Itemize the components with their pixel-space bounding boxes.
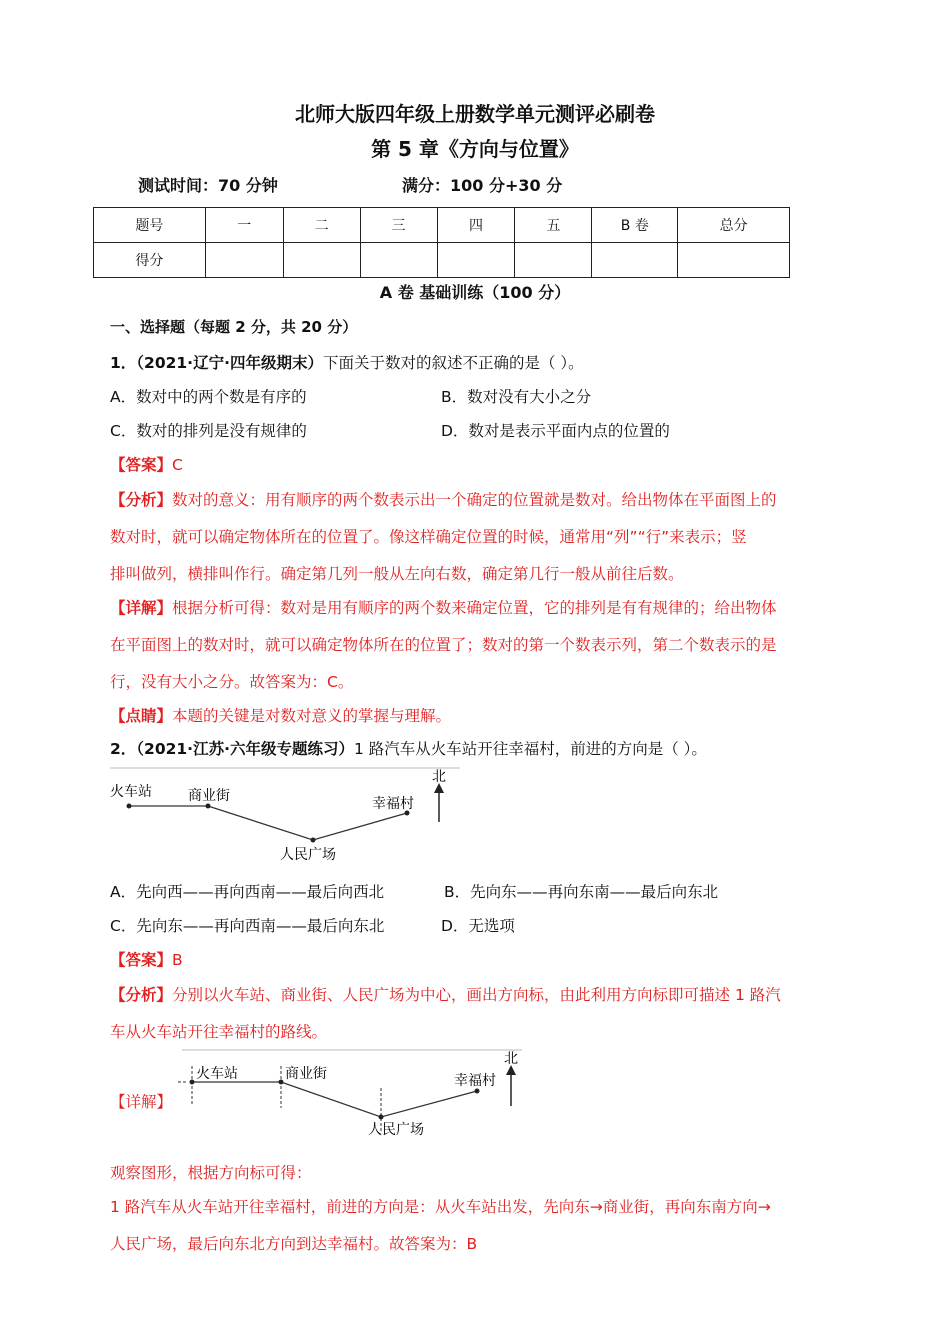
answer-tag: 【答案】 — [110, 951, 173, 969]
section-a-heading: A 卷 基础训练（100 分） — [379, 283, 571, 302]
q1-option-c: C．数对的排列是没有规律的 — [110, 422, 307, 440]
q2-option-d: D．无选项 — [441, 917, 515, 935]
score-header-cell: 四 — [437, 208, 515, 243]
route-line — [192, 1082, 477, 1117]
q1-answer-value: C — [172, 456, 183, 474]
q1-source: （2021·辽宁·四年级期末） — [136, 354, 323, 372]
score-header-cell: 一 — [205, 208, 283, 243]
route-map — [100, 765, 460, 865]
north-label: 北 — [504, 1051, 518, 1067]
q1-comment — [110, 704, 451, 726]
score-header-cell: 总分 — [678, 208, 790, 243]
plaza-dot — [379, 1115, 384, 1120]
score-input-cell[interactable] — [283, 243, 360, 278]
answer-tag: 【答案】 — [110, 456, 173, 474]
q1-analysis-line-3: 排叫做列，横排叫作行。确定第几列一般从左向右数，确定第几行一般从前往后数。 — [110, 565, 684, 583]
score-table — [93, 207, 790, 278]
score-input-cell[interactable] — [592, 243, 678, 278]
route-line — [129, 806, 407, 840]
q1-detail-line-1 — [110, 596, 777, 618]
q2-number: 2． — [110, 740, 137, 758]
score-header-cell: 三 — [360, 208, 437, 243]
page-title: 北师大版四年级上册数学单元测评必刷卷 — [295, 102, 655, 126]
score-input-cell[interactable] — [437, 243, 515, 278]
street-dot — [279, 1080, 284, 1085]
q1-analysis-line-2: 数对时，就可以确定物体所在的位置了。像这样确定位置的时候，通常用“列”“行”来表示；竖 — [110, 528, 747, 546]
village-dot — [475, 1089, 480, 1094]
score-header-cell: 五 — [515, 208, 592, 243]
comment-tag: 【点睛】 — [110, 707, 173, 725]
route-map-detail — [170, 1048, 530, 1143]
plaza-label: 人民广场 — [280, 847, 336, 863]
plaza-dot — [311, 838, 316, 843]
q2-detail-tag: 【详解】 — [110, 1093, 173, 1111]
score-header-cell: B 卷 — [592, 208, 678, 243]
street-label: 商业街 — [285, 1066, 327, 1082]
score-input-cell[interactable] — [360, 243, 437, 278]
q1-detail-text-1: 根据分析可得：数对是用有顺序的两个数来确定位置，它的排列是有有规律的；给出物体 — [172, 599, 777, 617]
detail-tag: 【详解】 — [110, 599, 173, 617]
q2-option-b: B．先向东——再向东南——最后向东北 — [444, 883, 719, 901]
q2-answer-value: B — [172, 951, 183, 969]
village-label: 幸福村 — [372, 796, 414, 812]
q1-analysis-text-1: 数对的意义：用有顺序的两个数表示出一个确定的位置就是数对。给出物体在平面图上的 — [172, 491, 777, 509]
score-input-cell[interactable] — [205, 243, 283, 278]
q2-observe: 观察图形，根据方向标可得： — [110, 1164, 312, 1182]
q1-comment-text: 本题的关键是对数对意义的掌握与理解。 — [172, 707, 452, 725]
station-label: 火车站 — [196, 1066, 238, 1082]
station-label: 火车站 — [110, 784, 152, 800]
q2-answer — [110, 948, 183, 970]
chapter-title: 第 5 章《方向与位置》 — [371, 137, 579, 161]
street-label: 商业街 — [188, 788, 230, 804]
analysis-tag: 【分析】 — [110, 986, 173, 1004]
q2-option-c: C．先向东——再向西南——最后向东北 — [110, 917, 385, 935]
score-input-cell[interactable] — [678, 243, 790, 278]
village-label: 幸福村 — [454, 1073, 496, 1089]
q2-analysis-line-2: 车从火车站开往幸福村的路线。 — [110, 1023, 328, 1041]
q2-analysis-line-1 — [110, 983, 781, 1005]
score-header-cell: 二 — [283, 208, 360, 243]
q1-option-b: B．数对没有大小之分 — [441, 388, 592, 406]
q2-source: （2021·江苏·六年级专题练习） — [136, 740, 354, 758]
plaza-label: 人民广场 — [368, 1122, 424, 1138]
q2-text: 1 路汽车从火车站开往幸福村，前进的方向是（ ）。 — [353, 740, 707, 758]
score-input-cell[interactable] — [515, 243, 592, 278]
q2-conclusion-line-2: 人民广场，最后向东北方向到达幸福村。故答案为：B — [110, 1235, 478, 1253]
street-dot — [206, 804, 211, 809]
station-dot — [127, 804, 132, 809]
q1-option-d: D．数对是表示平面内点的位置的 — [441, 422, 670, 440]
analysis-tag: 【分析】 — [110, 491, 173, 509]
q1-detail-line-2: 在平面图上的数对时，就可以确定物体所在的位置了；数对的第一个数表示列，第二个数表示的是 — [110, 636, 777, 654]
score-header-cell: 题号 — [94, 208, 206, 243]
station-dot — [190, 1080, 195, 1085]
full-score: 满分：100 分+30 分 — [402, 176, 563, 195]
north-label: 北 — [432, 769, 446, 785]
q1-text: 下面关于数对的叙述不正确的是（ ）。 — [322, 354, 584, 372]
test-time: 测试时间：70 分钟 — [138, 176, 278, 195]
part1-heading: 一、选择题（每题 2 分，共 20 分） — [110, 318, 358, 336]
q1-analysis-line-1 — [110, 488, 777, 510]
q2-conclusion-line-1: 1 路汽车从火车站开往幸福村，前进的方向是：从火车站出发，先向东→商业街，再向东南方向→ — [110, 1198, 771, 1216]
q1-detail-line-3: 行，没有大小之分。故答案为：C。 — [110, 673, 354, 691]
q1-answer — [110, 453, 183, 475]
score-row-label: 得分 — [94, 243, 206, 278]
question-2 — [110, 737, 707, 759]
q2-analysis-text-1: 分别以火车站、商业街、人民广场为中心，画出方向标，由此利用方向标即可描述 1 路汽 — [172, 986, 781, 1004]
q1-number: 1． — [110, 354, 137, 372]
question-1 — [110, 351, 584, 373]
q1-option-a: A．数对中的两个数是有序的 — [110, 388, 307, 406]
q2-option-a: A．先向西——再向西南——最后向西北 — [110, 883, 385, 901]
